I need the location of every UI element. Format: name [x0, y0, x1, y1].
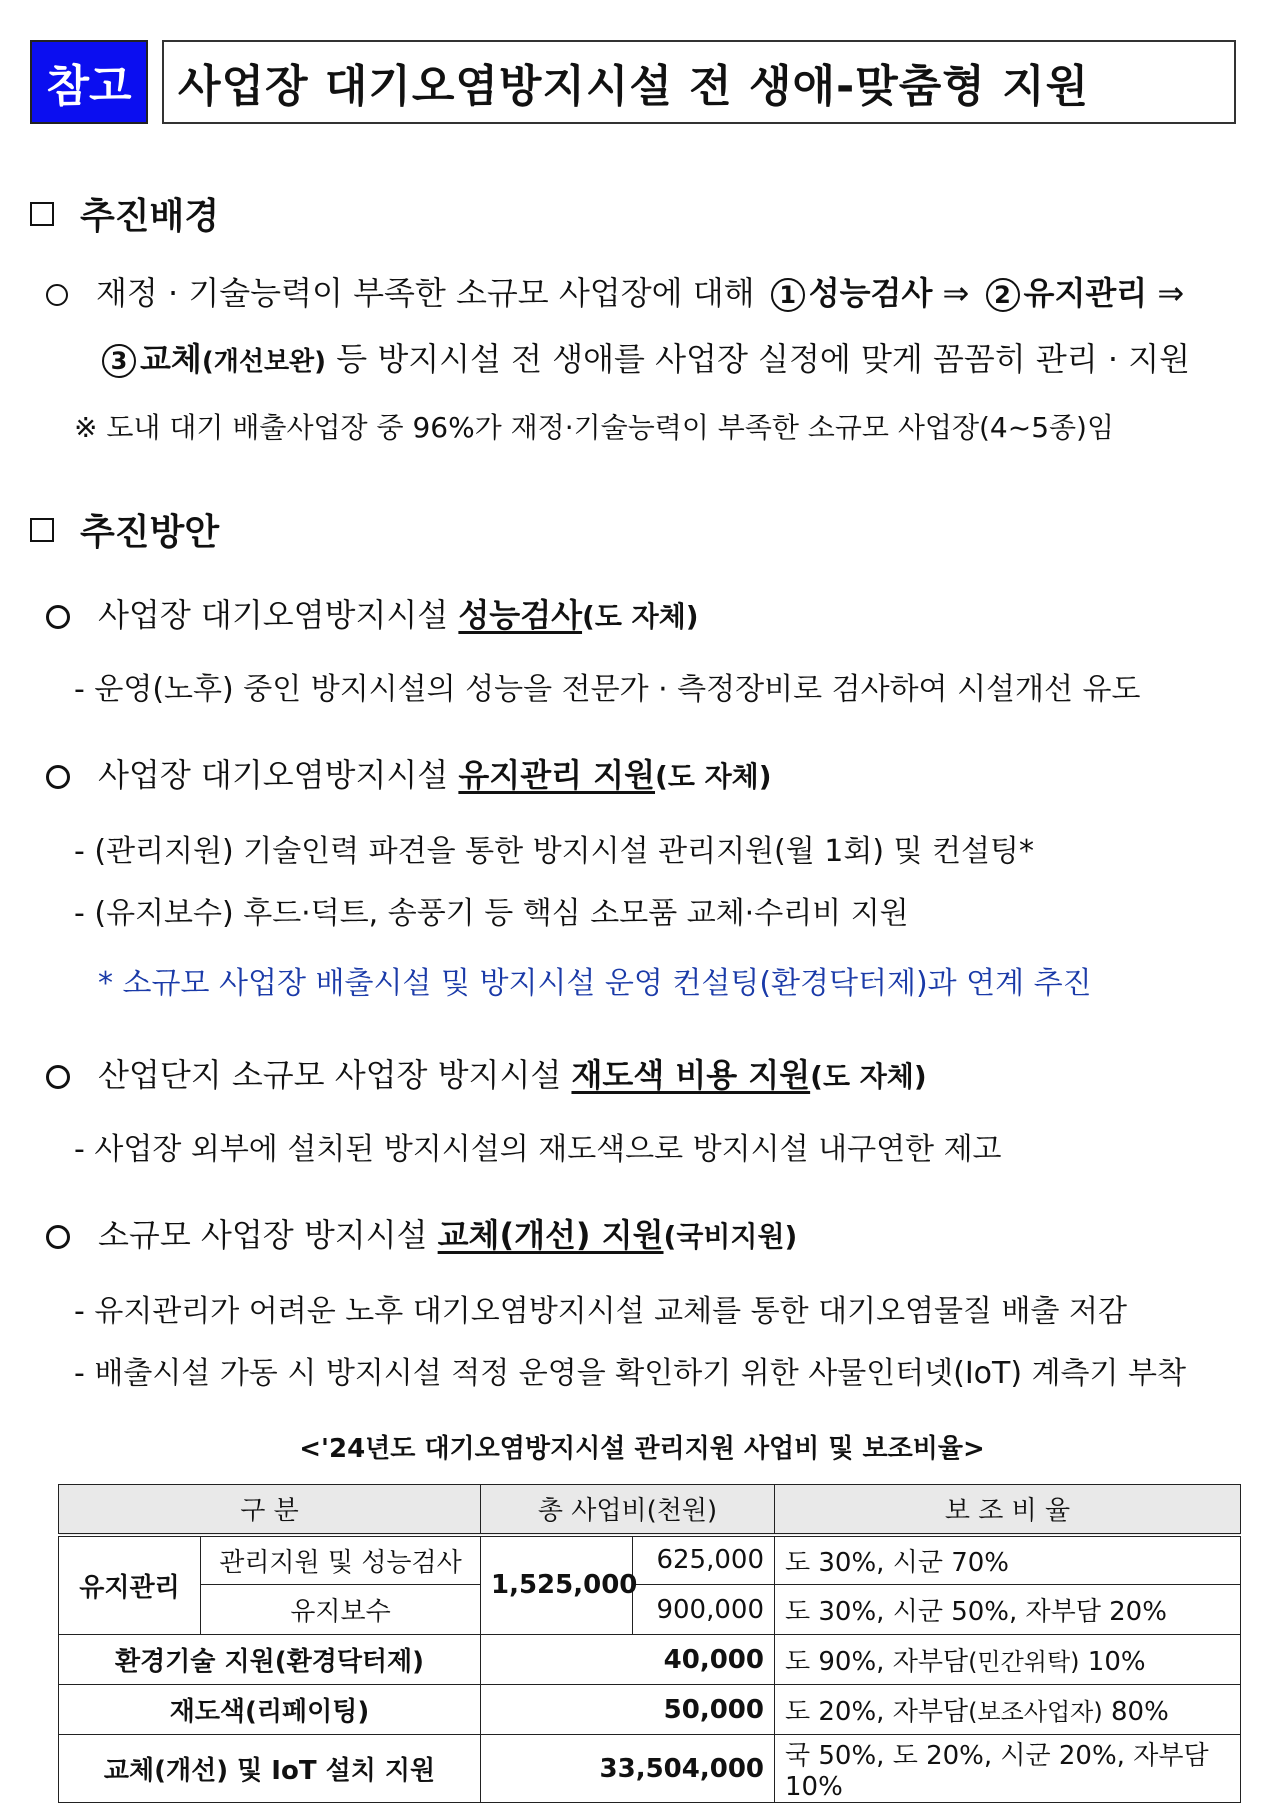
row-amount: 900,000 [633, 1585, 775, 1635]
circle-bullet-icon [46, 284, 68, 306]
plan-item-4-detail-2: - 배출시설 가동 시 방지시설 적정 운영을 확인하기 위한 사물인터넷(IoT) 계측기 부착 [74, 1356, 1187, 1391]
circled-number-icon: 1 [771, 278, 805, 312]
section-title: 추진배경 [80, 196, 220, 237]
table-caption: <'24년도 대기오염방지시설 관리지원 사업비 및 보조비율> [299, 1434, 985, 1464]
plan-item-2-detail-2: - (유지보수) 후드·덕트, 송풍기 등 핵심 소모품 교체·수리비 지원 [74, 896, 909, 931]
arrow-icon: ⇒ [942, 274, 970, 312]
row-amount: 40,000 [481, 1635, 775, 1685]
row-ratio: 도 90%, 자부담(민간위탁) 10% [775, 1635, 1241, 1685]
budget-table [58, 1484, 1241, 1803]
plan-item-4-detail-1: - 유지관리가 어려운 노후 대기오염방지시설 교체를 통한 대기오염물질 배출 저감 [74, 1294, 1127, 1329]
arrow-icon: ⇒ [1157, 274, 1185, 312]
row-label: 재도색(리페이팅) [59, 1685, 481, 1735]
plan-item-2-detail-1: - (관리지원) 기술인력 파견을 통한 방지시설 관리지원(월 1회) 및 컨설팅* [74, 834, 1035, 869]
plan-item-4: 소규모 사업장 방지시설 교체(개선) 지원(국비지원) [46, 1210, 797, 1256]
plan-item-1: 사업장 대기오염방지시설 성능검사(도 자체) [46, 590, 699, 636]
section-title: 추진방안 [80, 512, 220, 553]
table-row [59, 1535, 1241, 1585]
table-header: 보 조 비 율 [775, 1485, 1241, 1535]
table-header: 총 사업비(천원) [481, 1485, 775, 1535]
table-row [59, 1585, 1241, 1635]
table-row [59, 1685, 1241, 1735]
row-label: 교체(개선) 및 IoT 설치 지원 [59, 1735, 481, 1803]
square-bullet-icon [30, 518, 54, 542]
table-header: 구 분 [59, 1485, 481, 1535]
circled-number-icon: 3 [102, 344, 136, 378]
group-total: 1,525,000 [481, 1535, 633, 1635]
table-row [59, 1635, 1241, 1685]
circle-bullet-icon [46, 605, 70, 629]
circle-bullet-icon [46, 1225, 70, 1249]
row-ratio: 도 20%, 자부담(보조사업자) 80% [775, 1685, 1241, 1735]
reference-badge: 참고 [30, 40, 148, 124]
plan-item-3: 산업단지 소규모 사업장 방지시설 재도색 비용 지원(도 자체) [46, 1050, 927, 1096]
row-ratio: 국 50%, 도 20%, 시군 20%, 자부담 10% [775, 1735, 1241, 1803]
row-label: 관리지원 및 성능검사 [201, 1535, 481, 1585]
table-header-row [59, 1485, 1241, 1535]
row-amount: 33,504,000 [481, 1735, 775, 1803]
circle-bullet-icon [46, 1065, 70, 1089]
row-label: 유지보수 [201, 1585, 481, 1635]
page-title: 사업장 대기오염방지시설 전 생애-맞춤형 지원 [162, 40, 1236, 124]
background-line-2: 3 교체(개선보완) 등 방지시설 전 생애를 사업장 실정에 맞게 꼼꼼히 관리 · 지원 [96, 334, 1190, 380]
plan-item-3-detail: - 사업장 외부에 설치된 방지시설의 재도색으로 방지시설 내구연한 제고 [74, 1132, 1002, 1167]
background-line-1: 재정 · 기술능력이 부족한 소규모 사업장에 대해 1 성능검사 ⇒ 2 유지관리 ⇒ [46, 268, 1184, 314]
section-heading-background [30, 188, 219, 239]
group-label: 유지관리 [59, 1535, 201, 1635]
plan-item-2-footnote: * 소규모 사업장 배출시설 및 방지시설 운영 컨설팅(환경닥터제)과 연계 추진 [98, 966, 1092, 1001]
row-ratio: 도 30%, 시군 50%, 자부담 20% [775, 1585, 1241, 1635]
row-amount: 625,000 [633, 1535, 775, 1585]
plan-item-1-detail: - 운영(노후) 중인 방지시설의 성능을 전문가 · 측정장비로 검사하여 시설개선 유도 [74, 672, 1141, 707]
circled-number-icon: 2 [986, 278, 1020, 312]
row-ratio: 도 30%, 시군 70% [775, 1535, 1241, 1585]
square-bullet-icon [30, 202, 54, 226]
circle-bullet-icon [46, 765, 70, 789]
row-amount: 50,000 [481, 1685, 775, 1735]
plan-item-2: 사업장 대기오염방지시설 유지관리 지원(도 자체) [46, 750, 772, 796]
background-note: ※ 도내 대기 배출사업장 중 96%가 재정·기술능력이 부족한 소규모 사업장(4~5종)임 [74, 411, 1115, 444]
section-heading-plan [30, 504, 219, 555]
row-label: 환경기술 지원(환경닥터제) [59, 1635, 481, 1685]
table-row [59, 1735, 1241, 1803]
title-row [30, 40, 1236, 124]
